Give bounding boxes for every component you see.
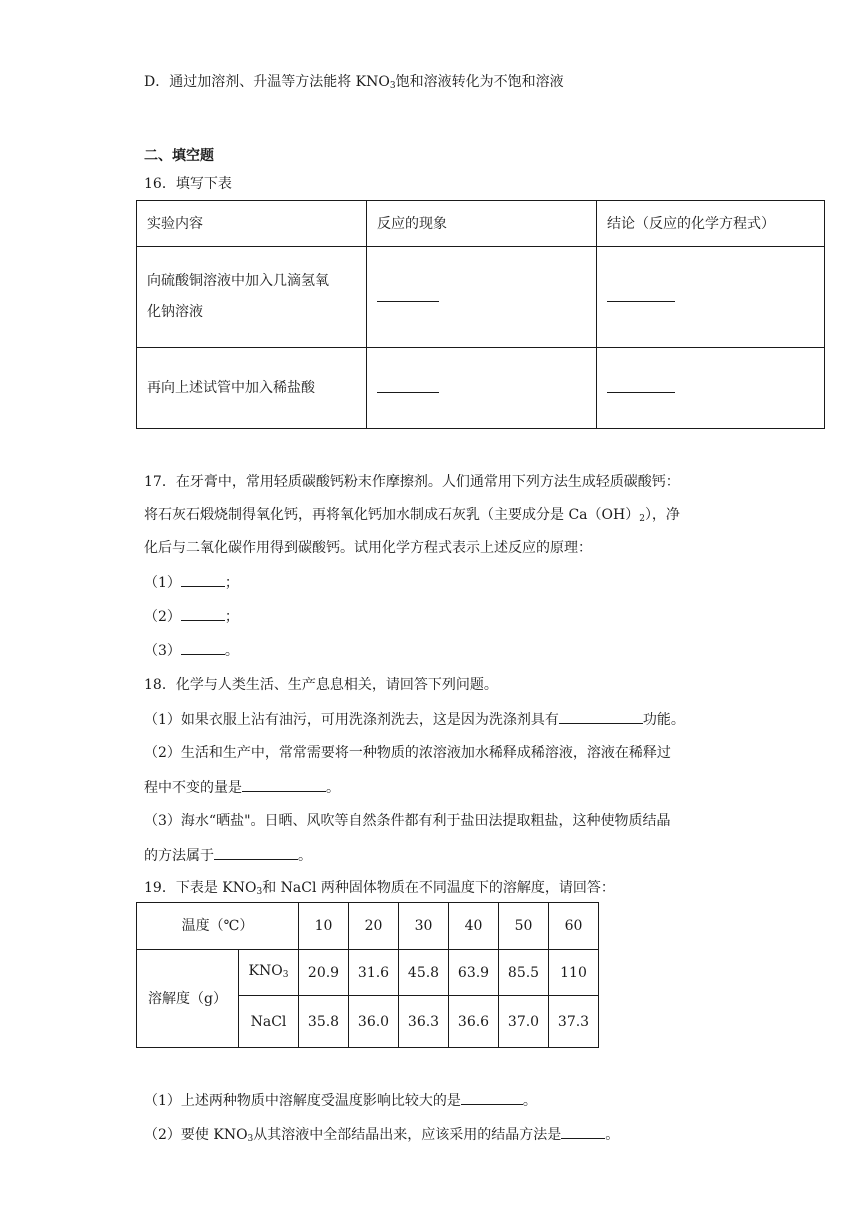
temp-cell: 50: [499, 903, 549, 950]
table-cell: 向硫酸铜溶液中加入几滴氢氧 化钠溶液: [137, 247, 367, 348]
table-cell: 再向上述试管中加入稀盐酸: [137, 348, 367, 429]
answer-blank[interactable]: [242, 777, 326, 792]
table-header-row: [137, 903, 599, 950]
temp-header: 温度（℃）: [137, 903, 299, 950]
temp-cell: 20: [349, 903, 399, 950]
temp-cell: 10: [299, 903, 349, 950]
table-cell: 45.8: [399, 950, 449, 996]
table-cell: 20.9: [299, 950, 349, 996]
q19-p1: （1）上述两种物质中溶解度受温度影响比较大的是 。: [144, 1090, 537, 1111]
q17-item: （1） ；: [144, 572, 239, 593]
answer-cell[interactable]: [597, 247, 825, 348]
table-row: [137, 247, 825, 348]
answer-blank[interactable]: [607, 287, 675, 302]
answer-blank[interactable]: [214, 845, 298, 860]
q16-title: 16．填写下表: [144, 176, 232, 192]
solubility-table: [136, 902, 599, 1048]
answer-blank[interactable]: [461, 1090, 523, 1105]
nacl-label: NaCl: [239, 996, 299, 1048]
q18-p2-line2: 程中不变的量是 。: [144, 777, 340, 798]
section-title: 二、填空题: [144, 148, 214, 164]
table-header-cell: 结论（反应的化学方程式）: [597, 201, 825, 247]
answer-cell[interactable]: [597, 348, 825, 429]
solubility-label: 溶解度（g）: [137, 950, 239, 1048]
answer-blank[interactable]: [181, 606, 225, 621]
temp-cell: 60: [549, 903, 599, 950]
table-cell: 31.6: [349, 950, 399, 996]
answer-blank[interactable]: [377, 378, 439, 393]
table-cell: 36.6: [449, 996, 499, 1048]
q17-item: （2） ；: [144, 606, 239, 627]
q17-line1: 17．在牙膏中，常用轻质碳酸钙粉末作摩擦剂。人们通常用下列方法生成轻质碳酸钙：: [144, 474, 680, 490]
answer-blank[interactable]: [561, 1124, 605, 1139]
answer-blank[interactable]: [559, 709, 643, 724]
table-cell: 63.9: [449, 950, 499, 996]
table-cell: 37.0: [499, 996, 549, 1048]
answer-cell[interactable]: [367, 348, 597, 429]
kno3-label: $KNO_3$: [239, 950, 299, 996]
answer-cell[interactable]: [367, 247, 597, 348]
answer-blank[interactable]: [181, 640, 225, 655]
temp-cell: 40: [449, 903, 499, 950]
table-cell: 36.3: [399, 996, 449, 1048]
table-cell: 36.0: [349, 996, 399, 1048]
table-header-row: [137, 201, 825, 247]
q18-p1: （1）如果衣服上沾有油污，可用洗涤剂洗去，这是因为洗涤剂具有 功能。: [144, 709, 685, 730]
table-cell: 37.3: [549, 996, 599, 1048]
q17-line3: 化后与二氧化碳作用得到碳酸钙。试用化学方程式表示上述反应的原理：: [144, 540, 592, 556]
table-header-cell: 实验内容: [137, 201, 367, 247]
q17-item: （3） 。: [144, 640, 239, 661]
answer-blank[interactable]: [377, 287, 439, 302]
table-cell: 85.5: [499, 950, 549, 996]
q17-line2: 将石灰石煅烧制得氧化钙，再将氧化钙加水制成石灰乳（主要成分是 $Ca(OH)_2$），净: [144, 507, 680, 524]
q18-p2-line1: （2）生活和生产中，常常需要将一种物质的浓溶液加水稀释成稀溶液，溶液在稀释过: [144, 745, 671, 761]
q18-p3-line2: 的方法属于 。: [144, 845, 312, 866]
q19-title: 19．下表是 $KNO_3$和 NaCl 两种固体物质在不同温度下的溶解度，请回答：: [144, 880, 615, 897]
answer-blank[interactable]: [607, 378, 675, 393]
answer-blank[interactable]: [181, 572, 225, 587]
table-cell: 110: [549, 950, 599, 996]
option-d: D．通过加溶剂、升温等方法能将 $KNO_3$饱和溶液转化为不饱和溶液: [144, 74, 564, 91]
temp-cell: 30: [399, 903, 449, 950]
q18-line1: 18．化学与人类生活、生产息息相关，请回答下列问题。: [144, 677, 498, 693]
q19-p2: （2）要使 $KNO_3$从其溶液中全部结晶出来，应该采用的结晶方法是 。: [144, 1124, 619, 1145]
table-header-cell: 反应的现象: [367, 201, 597, 247]
q16-table: [136, 200, 825, 429]
table-cell: 35.8: [299, 996, 349, 1048]
table-row: [137, 950, 599, 996]
table-row: [137, 348, 825, 429]
q18-p3-line1: （3）海水“晒盐"。日晒、风吹等自然条件都有利于盐田法提取粗盐，这种使物质结晶: [144, 813, 671, 829]
